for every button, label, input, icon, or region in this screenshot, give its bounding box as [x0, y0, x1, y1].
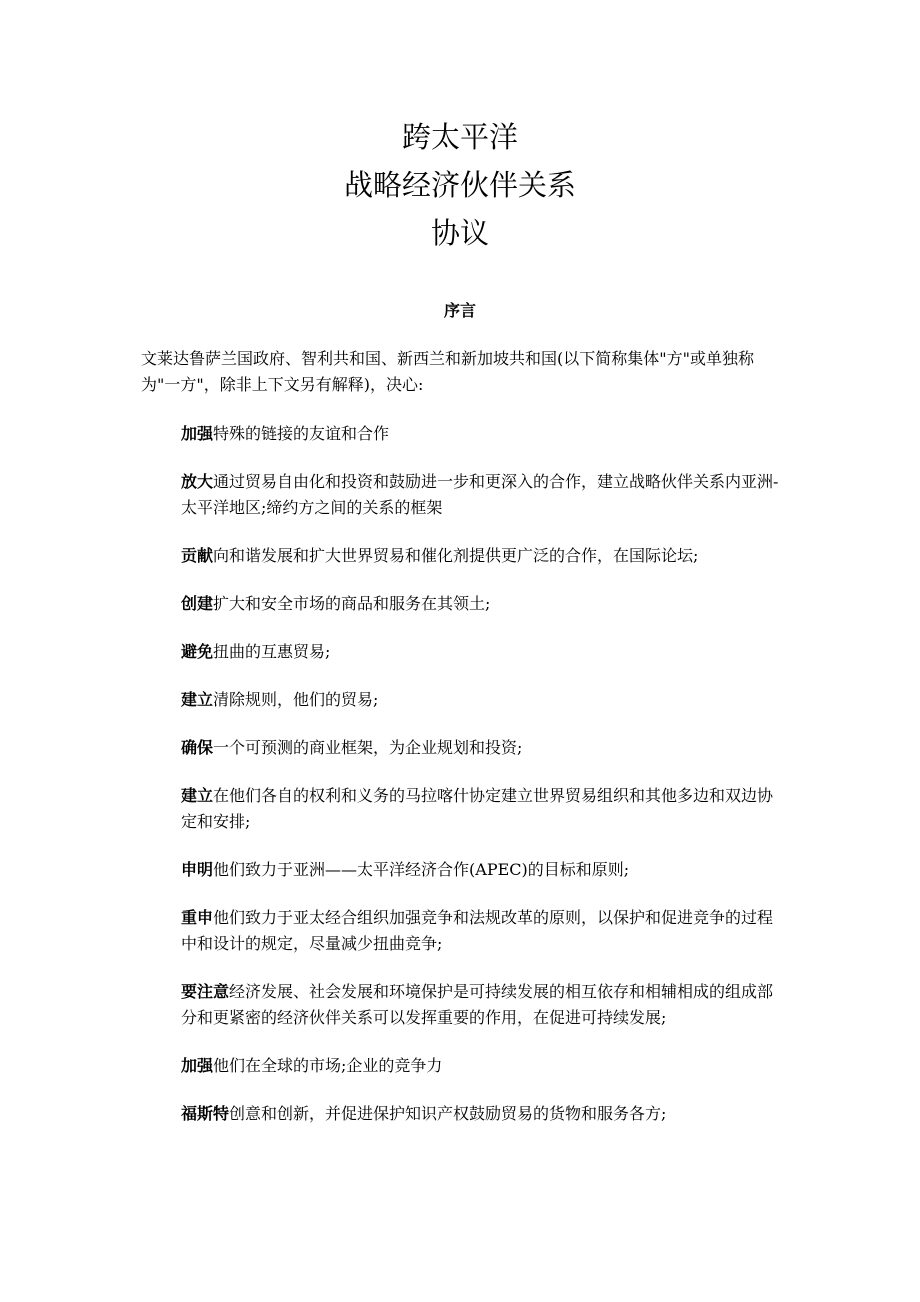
clause-keyword: 福斯特 [181, 1104, 230, 1123]
clause-expand-cooperation [181, 469, 783, 521]
clause-keyword: 建立 [181, 786, 214, 805]
title-line-1: 跨太平洋 [401, 120, 518, 154]
document-title [0, 113, 920, 257]
clause-reaffirm-competition [181, 905, 783, 957]
clause-text: 他们致力于亚洲——太平洋经济合作(APEC)的目标和原则; [213, 860, 630, 879]
clause-keyword: 确保 [181, 738, 214, 757]
preamble-clauses [181, 421, 783, 1149]
clause-affirm-apec [181, 857, 783, 883]
clause-foster-innovation [181, 1101, 783, 1127]
clause-contribute [181, 543, 783, 569]
clause-keyword: 建立 [181, 690, 214, 709]
clause-text: 他们在全球的市场;企业的竞争力 [213, 1056, 443, 1075]
clause-text: 他们致力于亚太经合组织加强竞争和法规改革的原则，以保护和促进竞争的过程中和设计的规定，尽量减少扭曲竞争; [181, 908, 774, 953]
title-line-2: 战略经济伙伴关系 [343, 168, 576, 202]
clause-text: 经济发展、社会发展和环境保护是可持续发展的相互依存和相辅相成的组成部分和更紧密的经济伙伴关系可以发挥重要的作用，在促进可持续发展; [181, 982, 774, 1027]
clause-keyword: 放大 [181, 472, 214, 491]
clause-keyword: 加强 [181, 1056, 214, 1075]
clause-text: 在他们各自的权利和义务的马拉喀什协定建立世界贸易组织和其他多边和双边协定和安排; [181, 786, 774, 831]
preamble-heading: 序言 [443, 301, 476, 320]
clause-text: 清除规则，他们的贸易; [213, 690, 379, 709]
clause-text: 一个可预测的商业框架，为企业规划和投资; [213, 738, 523, 757]
clause-text: 向和谐发展和扩大世界贸易和催化剂提供更广泛的合作，在国际论坛; [213, 546, 699, 565]
clause-keyword: 加强 [181, 424, 214, 443]
clause-text: 扩大和安全市场的商品和服务在其领土; [213, 594, 491, 613]
clause-create-market [181, 591, 783, 617]
title-line-3: 协议 [430, 216, 489, 250]
intro-paragraph: 文莱达鲁萨兰国政府、智利共和国、新西兰和新加坡共和国(以下简称集体"方"或单独称为"一方"，除非上下文另有解释)，决心: [141, 349, 754, 394]
clause-keyword: 创建 [181, 594, 214, 613]
clause-sustainable-development [181, 979, 783, 1031]
clause-strengthen-friendship [181, 421, 783, 447]
clause-keyword: 重申 [181, 908, 214, 927]
clause-keyword: 避免 [181, 642, 214, 661]
clause-ensure-framework [181, 735, 783, 761]
clause-text: 通过贸易自由化和投资和鼓励进一步和更深入的合作，建立战略伙伴关系内亚洲-太平洋地区;缔约方之间的关系的框架 [181, 472, 779, 517]
clause-keyword: 要注意 [181, 982, 230, 1001]
clause-keyword: 申明 [181, 860, 214, 879]
clause-build-on-wto [181, 783, 783, 835]
clause-text: 扭曲的互惠贸易; [213, 642, 331, 661]
clause-keyword: 贡献 [181, 546, 214, 565]
clause-establish-rules [181, 687, 783, 713]
clause-text: 创意和创新，并促进保护知识产权鼓励贸易的货物和服务各方; [229, 1104, 667, 1123]
clause-avoid-distortion [181, 639, 783, 665]
clause-text: 特殊的链接的友谊和合作 [213, 424, 390, 443]
clause-enhance-competitiveness [181, 1053, 783, 1079]
